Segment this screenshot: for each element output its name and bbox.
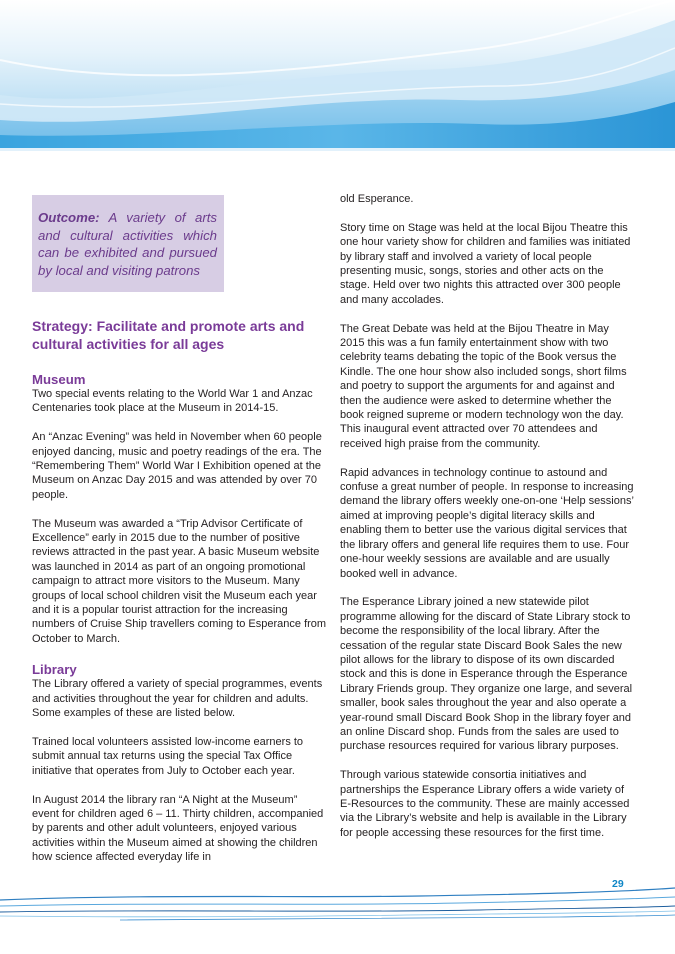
right-paragraph-3: The Great Debate was held at the Bijou Theatre in May 2015 this was a fun family entertainment show with two celebrity teams debating the topic of the Book versus the Kindle. The one hour show also included songs, short films and poetry to support the arguments for and against and then the audience were asked to determine whether the book reigned supreme or modern technology won the day. This inaugural event attracted over 70 attendees and received high praise from the community. [340,322,627,450]
outcome-text: A variety of arts and cultural activities which can be exhibited and pursued by local and visiting patrons [38,210,217,278]
right-paragraph-5: The Esperance Library joined a new statewide pilot programme allowing for the discard of State Library stock to become the responsibility of the local library. After the cessation of the regular state Discard Book Sales the new pilot allows for the library to dispose of its own discarded stock and this is done in Esperance through the Esperance Library Friends group. They organize one large, and several smaller, book sales throughout the year and also operate a year-round small Discard Book Shop in the library foyer and an online Discard shop. Funds from the sales are used to purchase resources required for various library purposes. [340,596,633,753]
museum-heading: Museum [32,372,86,387]
library-paragraph-1: The Library offered a variety of special programmes, events and activities throughout the year for children and adults. Some examples of these are listed below. [32,678,323,720]
right-paragraph-2: Story time on Stage was held at the local Bijou Theatre this one hour variety show for children and families was initiated by library staff and involved a variety of local people presenting music, songs, stories and other acts on the stage. Held over two nights this attracted over 300 people and many accolades. [340,221,631,306]
footer-wave-lines [0,872,675,932]
outcome-label: Outcome: [38,210,100,225]
museum-paragraph-3: The Museum was awarded a “Trip Advisor Certificate of Excellence” early in 2015 due to the number of positive reviews attracted in the past year. A basic Museum website was launched in 2014 as part of an ongoing promotional campaign to attract more visitors to the Museum. Many groups of local school children visit the Museum each year and it is a popular tourist attraction for the increasing numbers of Cruise Ship travellers coming to Esperance from October to March. [32,517,327,645]
left-column [32,195,327,865]
strategy-heading: Strategy: Facilitate and promote arts and cultural activities for all ages [32,318,305,352]
right-paragraph-6: Through various statewide consortia initiatives and partnerships the Esperance Library offers a wide variety of E-Resources to the community. These are mainly accessed via the Library’s website and help is available in the Library for people accessing these resources for the first time. [340,769,630,839]
library-paragraph-3: In August 2014 the library ran “A Night at the Museum” event for children aged 6 – 11. Thirty children, accompanied by parents and other adult volunteers, enjoyed various activities within the Museum aimed at showing the children how science affected everyday life in [32,793,324,864]
outcome-box [32,195,224,292]
library-paragraph-2: Trained local volunteers assisted low-income earners to submit annual tax returns using the special Tax Office initiative that operates from July to October each year. [32,735,304,777]
header-wave-banner [0,0,675,160]
museum-paragraph-2: An “Anzac Evening” was held in November when 60 people enjoyed dancing, music and poetry readings of the era. The “Remembering Them” World War I Exhibition opened at the Museum on Anzac Day 2015 and was attended by over 70 people. [32,431,322,501]
library-heading: Library [32,662,77,678]
right-column [340,192,636,840]
right-paragraph-4: Rapid advances in technology continue to astound and confuse a great number of people. In response to increasing demand the library offers weekly one-on-one ‘Help sessions’ aimed at improving people’s digital literacy skills and enabling them to better use the various digital services that the library offers and general life requires them to use. Four one-hour weekly sessions are available and are usually booked well in advance. [340,466,634,580]
page-number: 29 [612,878,624,890]
right-paragraph-1: old Esperance. [340,193,414,205]
museum-paragraph-1: Two special events relating to the World War 1 and Anzac Centenaries took place at the Museum in 2014-15. [32,388,313,415]
